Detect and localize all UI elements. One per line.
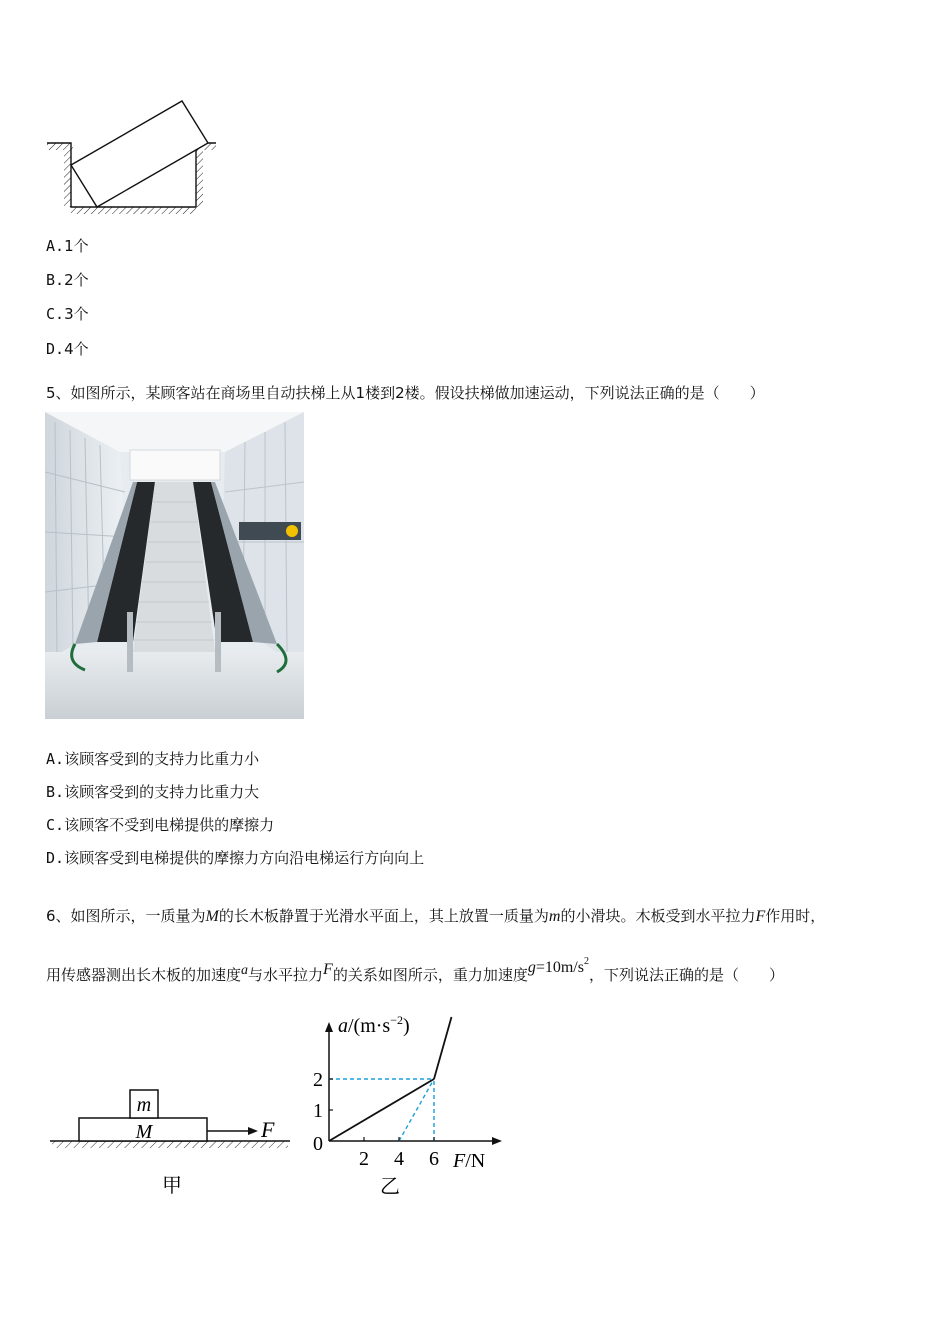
q5-stem: 5、如图所示，某顾客站在商场里自动扶梯上从1楼到2楼。假设扶梯做加速运动，下列说法正确的是（ ） xyxy=(46,384,765,402)
y-tick-label-2: 2 xyxy=(313,1069,323,1091)
x-tick-label-2: 2 xyxy=(359,1148,369,1170)
tilted-block xyxy=(71,101,208,207)
q5-option-d[interactable]: D.该顾客受到电梯提供的摩擦力方向沿电梯运行方向向上 xyxy=(46,849,425,867)
force-arrowhead xyxy=(248,1127,258,1135)
q4-option-d[interactable]: D.4个 xyxy=(46,340,89,358)
left-ledge-hatch xyxy=(47,143,73,150)
q4-option-b[interactable]: B.2个 xyxy=(46,271,89,289)
floor-hatch xyxy=(71,207,196,214)
series-line-0 xyxy=(329,1079,434,1141)
y-tick-label-1: 1 xyxy=(313,1100,323,1122)
left-wall-hatch xyxy=(64,150,71,207)
q5-option-a[interactable]: A.该顾客受到的支持力比重力小 xyxy=(46,750,260,768)
q4-figure xyxy=(40,95,230,220)
series-line-1 xyxy=(434,1017,452,1079)
y-axis-arrowhead xyxy=(325,1022,333,1032)
label-force: F xyxy=(261,1117,275,1142)
x-tick-label-6: 6 xyxy=(429,1148,439,1170)
x-axis-arrowhead xyxy=(492,1137,502,1145)
origin-label: 0 xyxy=(313,1133,323,1155)
q4-option-c[interactable]: C.3个 xyxy=(46,305,89,323)
right-wall-hatch xyxy=(196,150,203,207)
q5-option-c[interactable]: C.该顾客不受到电梯提供的摩擦力 xyxy=(46,816,275,834)
x-axis-label: F/N xyxy=(453,1150,486,1172)
x-tick-label-4: 4 xyxy=(394,1148,404,1170)
caption-yi: 乙 xyxy=(380,1174,400,1198)
ground-hatch xyxy=(52,1141,288,1148)
q4-option-a[interactable]: A.1个 xyxy=(46,237,89,255)
q6-stem-line1: 6、如图所示，一质量为M的长木板静置于光滑水平面上，其上放置一质量为m的小滑块。木板受到水平拉力F作用时， xyxy=(46,907,826,925)
caption-jia: 甲 xyxy=(162,1173,182,1197)
escalator-photo xyxy=(45,412,304,719)
label-M: M xyxy=(135,1121,153,1143)
y-axis-label: $a/(m\cdot s^{-2})$ xyxy=(338,1013,410,1037)
q6-stem-line2: 用传感器测出长木板的加速度a与水平拉力F的关系如图所示，重力加速度$g=10m/s^2$，下列说法正确的是（ ） xyxy=(46,956,784,984)
figure-yi-chart xyxy=(300,1010,510,1205)
figure-jia xyxy=(48,1080,298,1200)
q5-option-b[interactable]: B.该顾客受到的支持力比重力大 xyxy=(46,783,260,801)
label-m: m xyxy=(136,1094,152,1116)
